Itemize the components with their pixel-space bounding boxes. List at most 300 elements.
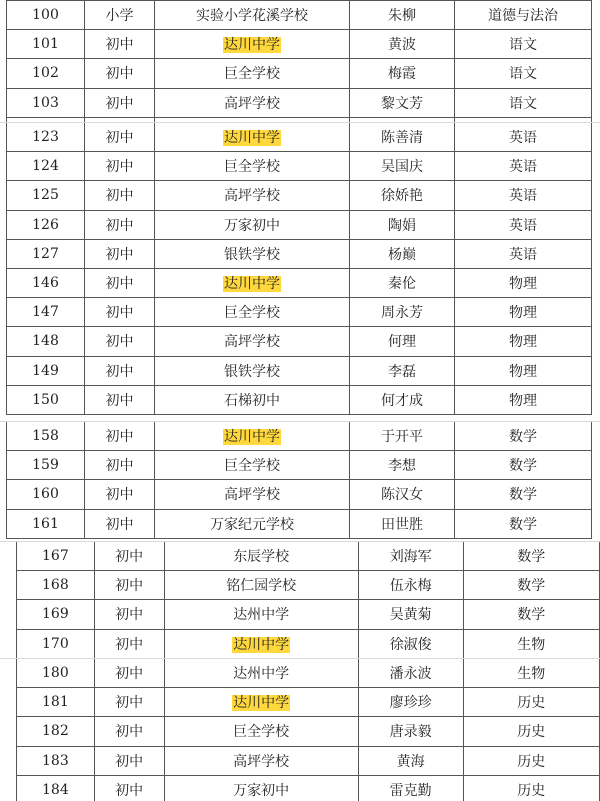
subject: 道德与法治 [488, 8, 558, 25]
subject-cell [455, 509, 592, 538]
subject: 英语 [509, 130, 537, 147]
teacher-name: 于开平 [381, 429, 423, 446]
table-row [7, 451, 592, 480]
school-name-cell [155, 181, 350, 210]
school-level: 初中 [115, 753, 144, 770]
row-number: 184 [42, 781, 69, 798]
row-number: 180 [42, 665, 69, 682]
school-name: 巨全学校 [224, 159, 280, 176]
teacher-name-cell [350, 268, 455, 297]
subject-cell [463, 775, 599, 801]
school-name: 巨全学校 [224, 66, 280, 83]
school-name: 铭仁园学校 [226, 578, 297, 595]
table-row [7, 356, 592, 385]
subject-cell [455, 152, 592, 181]
subject-cell [463, 717, 599, 746]
school-name: 达州中学 [233, 607, 290, 624]
teacher-table [16, 541, 600, 658]
row-number-cell [7, 356, 85, 385]
school-level-cell [85, 88, 155, 117]
row-number: 126 [32, 216, 59, 233]
school-name-cell [155, 451, 350, 480]
row-number-cell [7, 30, 85, 59]
school-level: 初中 [105, 217, 134, 234]
row-number: 124 [32, 158, 59, 175]
subject-cell [463, 542, 599, 571]
row-number-cell [7, 152, 85, 181]
school-name-cell [155, 1, 350, 30]
teacher-name-cell [350, 298, 455, 327]
teacher-name: 唐录毅 [389, 724, 432, 741]
school-name: 达川中学 [233, 636, 290, 653]
teacher-name: 吴黄菊 [389, 607, 432, 624]
row-number-cell [7, 239, 85, 268]
row-number-cell [17, 571, 95, 600]
subject-cell [455, 210, 592, 239]
teacher-name: 田世胜 [381, 516, 423, 533]
teacher-name-cell [358, 542, 463, 571]
teacher-name: 陈汉女 [381, 487, 423, 504]
row-number-cell [7, 298, 85, 327]
row-number-cell [7, 480, 85, 509]
row-number: 169 [42, 606, 69, 623]
school-level: 初中 [115, 607, 144, 624]
school-level: 初中 [105, 334, 134, 351]
school-name-cell [155, 152, 350, 181]
subject: 历史 [517, 724, 546, 741]
school-name-cell [155, 123, 350, 152]
table-row [17, 717, 600, 746]
school-level-cell [85, 385, 155, 414]
table-row [7, 88, 592, 117]
subject: 语文 [509, 37, 537, 54]
table-row [7, 298, 592, 327]
teacher-name: 李磊 [388, 363, 416, 380]
row-number: 182 [42, 723, 69, 740]
teacher-name-cell [350, 480, 455, 509]
row-number-cell [17, 717, 95, 746]
table-row [7, 59, 592, 88]
school-name: 巨全学校 [224, 305, 280, 322]
subject-cell [455, 422, 592, 451]
teacher-name: 梅霞 [388, 66, 416, 83]
teacher-name-cell [350, 59, 455, 88]
school-name-cell [164, 746, 358, 775]
row-number: 125 [32, 187, 59, 204]
row-number-cell [7, 385, 85, 414]
table-row [7, 422, 592, 451]
teacher-name-cell [350, 509, 455, 538]
school-name-cell [155, 239, 350, 268]
school-level-cell [94, 542, 164, 571]
teacher-name: 何理 [388, 334, 416, 351]
teacher-name-cell [350, 152, 455, 181]
school-name-cell [164, 717, 358, 746]
school-level-cell [94, 600, 164, 629]
row-number-cell [7, 268, 85, 297]
school-name-cell [164, 600, 358, 629]
school-name-cell [164, 571, 358, 600]
subject-cell [455, 385, 592, 414]
subject: 英语 [509, 246, 537, 263]
teacher-name: 朱柳 [388, 8, 416, 25]
school-name: 银铁学校 [224, 363, 280, 380]
teacher-table [6, 421, 592, 539]
table-segment [0, 421, 600, 541]
row-number: 170 [42, 635, 69, 652]
school-level: 初中 [105, 66, 134, 83]
subject-cell [463, 600, 599, 629]
table-row [7, 123, 592, 152]
row-number-cell [17, 688, 95, 717]
row-number-cell [17, 542, 95, 571]
school-name-cell [155, 422, 350, 451]
teacher-name: 雷克勤 [389, 782, 432, 799]
teacher-name-cell [358, 775, 463, 801]
table-row [17, 688, 600, 717]
row-number: 100 [32, 7, 59, 24]
teacher-name: 秦伦 [388, 276, 416, 293]
teacher-name: 伍永梅 [389, 578, 432, 595]
school-level-cell [94, 629, 164, 658]
subject-cell [455, 88, 592, 117]
school-level-cell [85, 239, 155, 268]
teacher-name: 黎文芳 [381, 95, 423, 112]
school-name-cell [155, 298, 350, 327]
teacher-name-cell [350, 239, 455, 268]
table-row [7, 268, 592, 297]
screenshot-seam [0, 421, 600, 422]
school-name: 达川中学 [224, 130, 280, 147]
row-number-cell [17, 775, 95, 801]
row-number-cell [7, 181, 85, 210]
school-name: 高坪学校 [224, 188, 280, 205]
row-number: 148 [32, 333, 59, 350]
teacher-name: 杨巅 [388, 246, 416, 263]
school-level-cell [85, 509, 155, 538]
school-name-cell [155, 327, 350, 356]
school-name-cell [164, 542, 358, 571]
teacher-name-cell [350, 88, 455, 117]
school-name: 石梯初中 [224, 392, 280, 409]
row-number: 150 [32, 391, 59, 408]
subject-cell [455, 268, 592, 297]
teacher-name: 陶娟 [388, 217, 416, 234]
school-level-cell [85, 356, 155, 385]
row-number-cell [17, 629, 95, 658]
teacher-name: 徐淑俊 [389, 636, 432, 653]
table-row [7, 385, 592, 414]
school-name: 达川中学 [224, 429, 280, 446]
teacher-name: 潘永波 [389, 666, 432, 683]
teacher-table [6, 0, 592, 122]
row-number-cell [7, 88, 85, 117]
table-row [7, 1, 592, 30]
screenshot-seam [0, 122, 600, 123]
subject: 物理 [509, 305, 537, 322]
subject: 英语 [509, 188, 537, 205]
row-number: 146 [32, 275, 59, 292]
subject-cell [455, 298, 592, 327]
subject: 生物 [517, 666, 546, 683]
school-level-cell [85, 152, 155, 181]
school-name-cell [164, 659, 358, 688]
teacher-name: 刘海军 [389, 549, 432, 566]
table-row [17, 629, 600, 658]
row-number: 147 [32, 304, 59, 321]
subject-cell [463, 571, 599, 600]
school-name-cell [155, 59, 350, 88]
subject-cell [463, 629, 599, 658]
school-level: 初中 [115, 724, 144, 741]
teacher-name: 黄波 [388, 37, 416, 54]
subject-cell [455, 59, 592, 88]
school-name-cell [155, 30, 350, 59]
subject: 物理 [509, 276, 537, 293]
school-name: 实验小学花溪学校 [196, 8, 308, 25]
teacher-name-cell [358, 688, 463, 717]
school-level: 初中 [105, 429, 134, 446]
school-level: 初中 [115, 549, 144, 566]
teacher-name-cell [358, 717, 463, 746]
subject: 物理 [509, 363, 537, 380]
row-number-cell [7, 509, 85, 538]
row-number: 103 [32, 94, 59, 111]
school-name: 达川中学 [224, 276, 280, 293]
school-name: 达州中学 [233, 666, 290, 683]
teacher-name-cell [358, 600, 463, 629]
subject-cell [455, 30, 592, 59]
subject: 数学 [517, 607, 546, 624]
table-segment [0, 122, 600, 421]
school-name-cell [164, 688, 358, 717]
school-level-cell [94, 717, 164, 746]
subject: 物理 [509, 334, 537, 351]
school-name: 巨全学校 [224, 458, 280, 475]
school-name: 高坪学校 [224, 95, 280, 112]
row-number-cell [7, 59, 85, 88]
subject: 数学 [517, 578, 546, 595]
school-name-cell [155, 210, 350, 239]
school-name: 达川中学 [233, 695, 290, 712]
table-segment [0, 541, 600, 658]
school-level: 初中 [105, 188, 134, 205]
subject-cell [455, 356, 592, 385]
table-row [17, 571, 600, 600]
teacher-name-cell [358, 746, 463, 775]
school-level: 初中 [115, 578, 144, 595]
school-level: 初中 [105, 392, 134, 409]
row-number-cell [7, 451, 85, 480]
table-row [7, 327, 592, 356]
subject-cell [455, 181, 592, 210]
row-number: 181 [42, 694, 69, 711]
row-number: 102 [32, 65, 59, 82]
subject: 英语 [509, 217, 537, 234]
subject-cell [463, 746, 599, 775]
subject: 历史 [517, 753, 546, 770]
school-name-cell [164, 775, 358, 801]
row-number: 161 [32, 515, 59, 532]
school-level: 初中 [105, 37, 134, 54]
table-row [7, 181, 592, 210]
school-level: 初中 [105, 363, 134, 380]
teacher-name-cell [358, 629, 463, 658]
school-level-cell [94, 659, 164, 688]
row-number: 149 [32, 362, 59, 379]
teacher-name: 黄海 [396, 753, 425, 770]
teacher-name-cell [350, 210, 455, 239]
table-segment [0, 0, 600, 122]
subject: 数学 [509, 487, 537, 504]
table-row [7, 210, 592, 239]
school-level-cell [85, 480, 155, 509]
school-level: 初中 [115, 636, 144, 653]
table-row [7, 480, 592, 509]
school-name: 巨全学校 [233, 724, 290, 741]
school-name: 高坪学校 [224, 487, 280, 504]
teacher-name-cell [350, 1, 455, 30]
school-name: 高坪学校 [224, 334, 280, 351]
school-level: 初中 [105, 487, 134, 504]
school-level: 初中 [115, 782, 144, 799]
row-number: 123 [32, 129, 59, 146]
subject: 数学 [509, 458, 537, 475]
school-name-cell [155, 480, 350, 509]
teacher-name-cell [350, 30, 455, 59]
subject: 语文 [509, 66, 537, 83]
teacher-name-cell [350, 181, 455, 210]
table-row [17, 659, 600, 688]
school-level: 初中 [105, 130, 134, 147]
subject: 数学 [509, 429, 537, 446]
school-level: 初中 [115, 666, 144, 683]
school-level-cell [94, 688, 164, 717]
school-name: 万家初中 [224, 217, 280, 234]
school-name-cell [164, 629, 358, 658]
teacher-name-cell [358, 571, 463, 600]
row-number: 160 [32, 486, 59, 503]
teacher-name: 李想 [388, 458, 416, 475]
teacher-name: 廖珍珍 [389, 695, 432, 712]
teacher-name-cell [350, 451, 455, 480]
school-level-cell [85, 298, 155, 327]
school-level-cell [85, 210, 155, 239]
row-number: 183 [42, 752, 69, 769]
school-level-cell [85, 181, 155, 210]
school-name-cell [155, 88, 350, 117]
school-level-cell [85, 30, 155, 59]
subject: 物理 [509, 392, 537, 409]
school-level-cell [85, 422, 155, 451]
row-number: 127 [32, 245, 59, 262]
subject: 数学 [517, 549, 546, 566]
subject: 历史 [517, 695, 546, 712]
subject-cell [463, 688, 599, 717]
school-level: 初中 [105, 246, 134, 263]
school-name: 高坪学校 [233, 753, 290, 770]
row-number-cell [7, 210, 85, 239]
school-name-cell [155, 356, 350, 385]
teacher-name-cell [350, 123, 455, 152]
table-row [17, 775, 600, 801]
teacher-name: 吴国庆 [381, 159, 423, 176]
row-number: 159 [32, 457, 59, 474]
subject-cell [455, 480, 592, 509]
school-level-cell [85, 1, 155, 30]
school-level-cell [85, 123, 155, 152]
subject-cell [463, 659, 599, 688]
teacher-name-cell [350, 385, 455, 414]
table-row [7, 239, 592, 268]
school-name-cell [155, 385, 350, 414]
subject-cell [455, 239, 592, 268]
teacher-table [16, 658, 600, 801]
row-number: 101 [32, 36, 59, 53]
subject: 生物 [517, 636, 546, 653]
row-number: 167 [42, 548, 69, 565]
school-level: 初中 [105, 276, 134, 293]
school-level-cell [85, 451, 155, 480]
school-name-cell [155, 509, 350, 538]
teacher-name: 何才成 [381, 392, 423, 409]
school-level-cell [85, 268, 155, 297]
teacher-name-cell [350, 356, 455, 385]
table-row [7, 30, 592, 59]
table-row [17, 600, 600, 629]
row-number-cell [7, 1, 85, 30]
school-name-cell [155, 268, 350, 297]
teacher-name: 徐娇艳 [381, 188, 423, 205]
subject-cell [455, 123, 592, 152]
teacher-name-cell [350, 422, 455, 451]
school-level: 初中 [105, 305, 134, 322]
row-number-cell [17, 659, 95, 688]
row-number-cell [7, 123, 85, 152]
subject: 语文 [509, 95, 537, 112]
school-level-cell [94, 775, 164, 801]
school-level-cell [85, 327, 155, 356]
subject: 数学 [509, 516, 537, 533]
row-number-cell [17, 746, 95, 775]
subject: 历史 [517, 782, 546, 799]
row-number: 168 [42, 577, 69, 594]
school-level: 初中 [105, 516, 134, 533]
teacher-table [6, 122, 592, 415]
school-level: 初中 [105, 95, 134, 112]
screenshot-seam [0, 541, 600, 542]
table-segment [0, 658, 600, 801]
teacher-name: 周永芳 [381, 305, 423, 322]
teacher-name-cell [350, 327, 455, 356]
school-level: 初中 [115, 695, 144, 712]
school-name: 东辰学校 [233, 549, 290, 566]
school-level-cell [94, 571, 164, 600]
subject: 英语 [509, 159, 537, 176]
row-number-cell [7, 422, 85, 451]
school-name: 万家初中 [233, 782, 290, 799]
subject-cell [455, 1, 592, 30]
school-name: 银铁学校 [224, 246, 280, 263]
subject-cell [455, 451, 592, 480]
table-row [17, 542, 600, 571]
school-name: 达川中学 [224, 37, 280, 54]
row-number: 158 [32, 428, 59, 445]
screenshot-seam [0, 658, 600, 659]
table-row [7, 152, 592, 181]
school-level: 初中 [105, 458, 134, 475]
subject-cell [455, 327, 592, 356]
